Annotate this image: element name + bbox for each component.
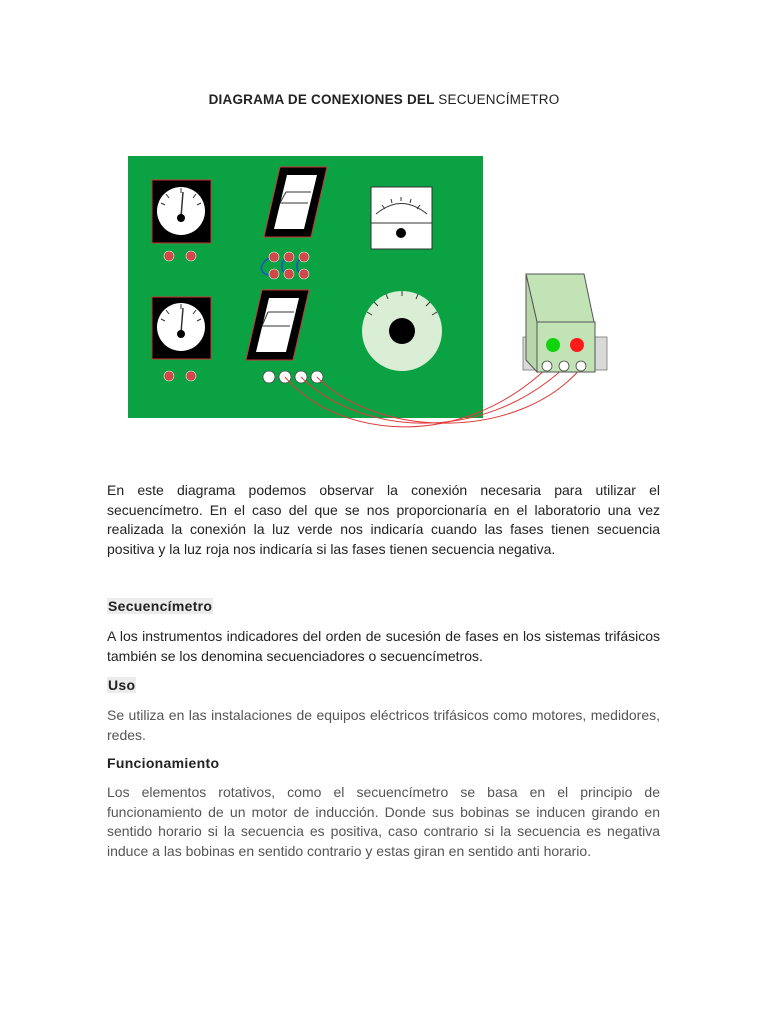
round-meter-bottom [152,297,211,359]
section-text-secuencimetro: A los instrumentos indicadores del orden de sucesión de fases en los sistemas trifásicos también se los denomina secuenciadores o secuencímetros. [107,628,660,664]
section-heading-uso: Uso [108,677,136,693]
round-meter-top [152,180,211,243]
green-light [546,338,560,352]
title-normal: SECUENCÍMETRO [438,92,560,107]
connection-diagram [0,0,768,470]
analog-voltmeter [371,187,432,249]
section-heading-secuencimetro: Secuencímetro [108,598,213,614]
rotary-dial [362,291,442,371]
section-text-uso: Se utiliza en las instalaciones de equipos eléctricos trifásicos como motores, medidores, redes. [107,707,660,743]
intro-paragraph: En este diagrama podemos observar la conexión necesaria para utilizar el secuencímetro. En el caso del que se nos proporcionaría en el laboratorio una vez realizada la conexión la luz verde nos indicaría cuando las fases tienen secuencia positiva y la luz roja nos indicaría si las fases tienen secuencia negativa. [107,482,660,557]
section-heading-funcionamiento: Funcionamiento [107,755,220,771]
sequence-meter-device [523,274,607,372]
red-light [570,338,584,352]
section-text-funcionamiento: Los elementos rotativos, como el secuencímetro se basa en el principio de funcionamiento de un motor de inducción. Donde sus bobinas se inducen girando en sentido horario si la secuencia es positiva, caso contrario si la secuencia es negativa induce a las bobinas en sentido contrario y estas giran en sentido anti horario. [107,784,660,859]
title-bold: DIAGRAMA DE CONEXIONES DEL [208,92,439,107]
